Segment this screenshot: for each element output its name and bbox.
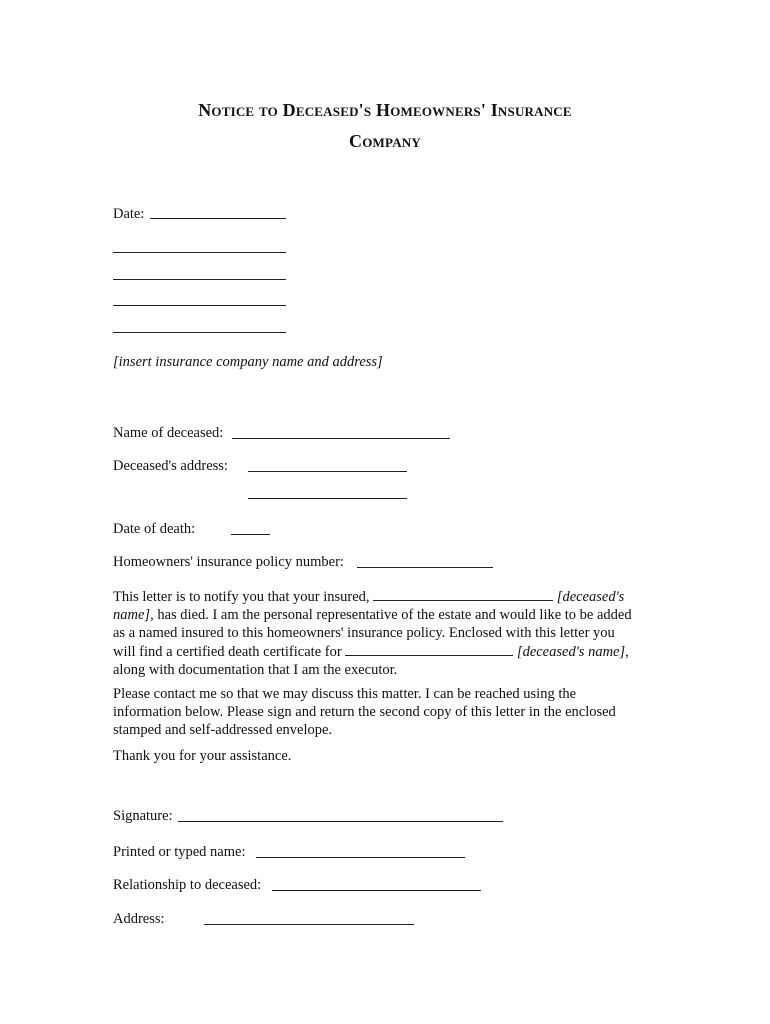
body-paragraph-2	[113, 685, 658, 739]
name-of-deceased-label: Name of deceased:	[113, 425, 224, 441]
company-address-line-3[interactable]	[113, 305, 286, 306]
address-label: Address:	[113, 911, 165, 927]
document-title-line-1: Notice to Deceased's Homeowners' Insurance	[198, 100, 572, 120]
deceased-address-blank-1[interactable]	[248, 471, 407, 472]
company-address-line-4[interactable]	[113, 332, 286, 333]
printed-name-blank[interactable]	[256, 857, 465, 858]
death-certificate-name-blank[interactable]	[345, 642, 513, 656]
document-title-line-2: Company	[349, 131, 421, 151]
insert-company-note: [insert insurance company name and address]	[113, 354, 383, 370]
p1-text-c: as a named insured to this homeowners' insurance policy. Enclosed with this letter you	[113, 625, 615, 641]
insured-name-blank[interactable]	[373, 587, 553, 601]
deceased-address-label: Deceased's address:	[113, 458, 228, 474]
date-of-death-label: Date of death:	[113, 521, 196, 537]
p1-comma: ,	[625, 644, 629, 660]
p2-line-3: stamped and self-addressed envelope.	[113, 722, 333, 738]
body-paragraph-1	[113, 587, 658, 679]
company-address-line-1[interactable]	[113, 252, 286, 253]
name-of-deceased-blank[interactable]	[232, 438, 450, 439]
signature-label: Signature:	[113, 808, 173, 824]
signature-blank[interactable]	[178, 821, 503, 822]
p1-text-b: , has died. I am the personal representative of the estate and would like to be added	[150, 607, 632, 623]
company-address-line-2[interactable]	[113, 279, 286, 280]
policy-number-blank[interactable]	[357, 567, 493, 568]
p1-placeholder-b: name]	[113, 607, 151, 623]
address-blank[interactable]	[204, 924, 414, 925]
relationship-blank[interactable]	[272, 890, 481, 891]
p1-placeholder-c: [deceased's name]	[516, 644, 626, 660]
date-label: Date:	[113, 206, 145, 222]
p2-line-2: information below. Please sign and return the second copy of this letter in the enclosed	[113, 704, 616, 720]
date-blank-line[interactable]	[150, 218, 286, 219]
printed-name-label: Printed or typed name:	[113, 844, 246, 860]
p1-text-e: along with documentation that I am the executor.	[113, 662, 398, 678]
policy-number-label: Homeowners' insurance policy number:	[113, 554, 344, 570]
date-of-death-blank[interactable]	[231, 534, 270, 535]
p1-text-a: This letter is to notify you that your insured,	[113, 589, 370, 605]
deceased-address-blank-2[interactable]	[248, 498, 407, 499]
p1-text-d: will find a certified death certificate for	[113, 644, 342, 660]
p2-line-1: Please contact me so that we may discuss this matter. I can be reached using the	[113, 686, 577, 702]
relationship-label: Relationship to deceased:	[113, 877, 262, 893]
thank-you-line: Thank you for your assistance.	[113, 748, 292, 764]
p1-placeholder-a: [deceased's	[556, 589, 625, 605]
